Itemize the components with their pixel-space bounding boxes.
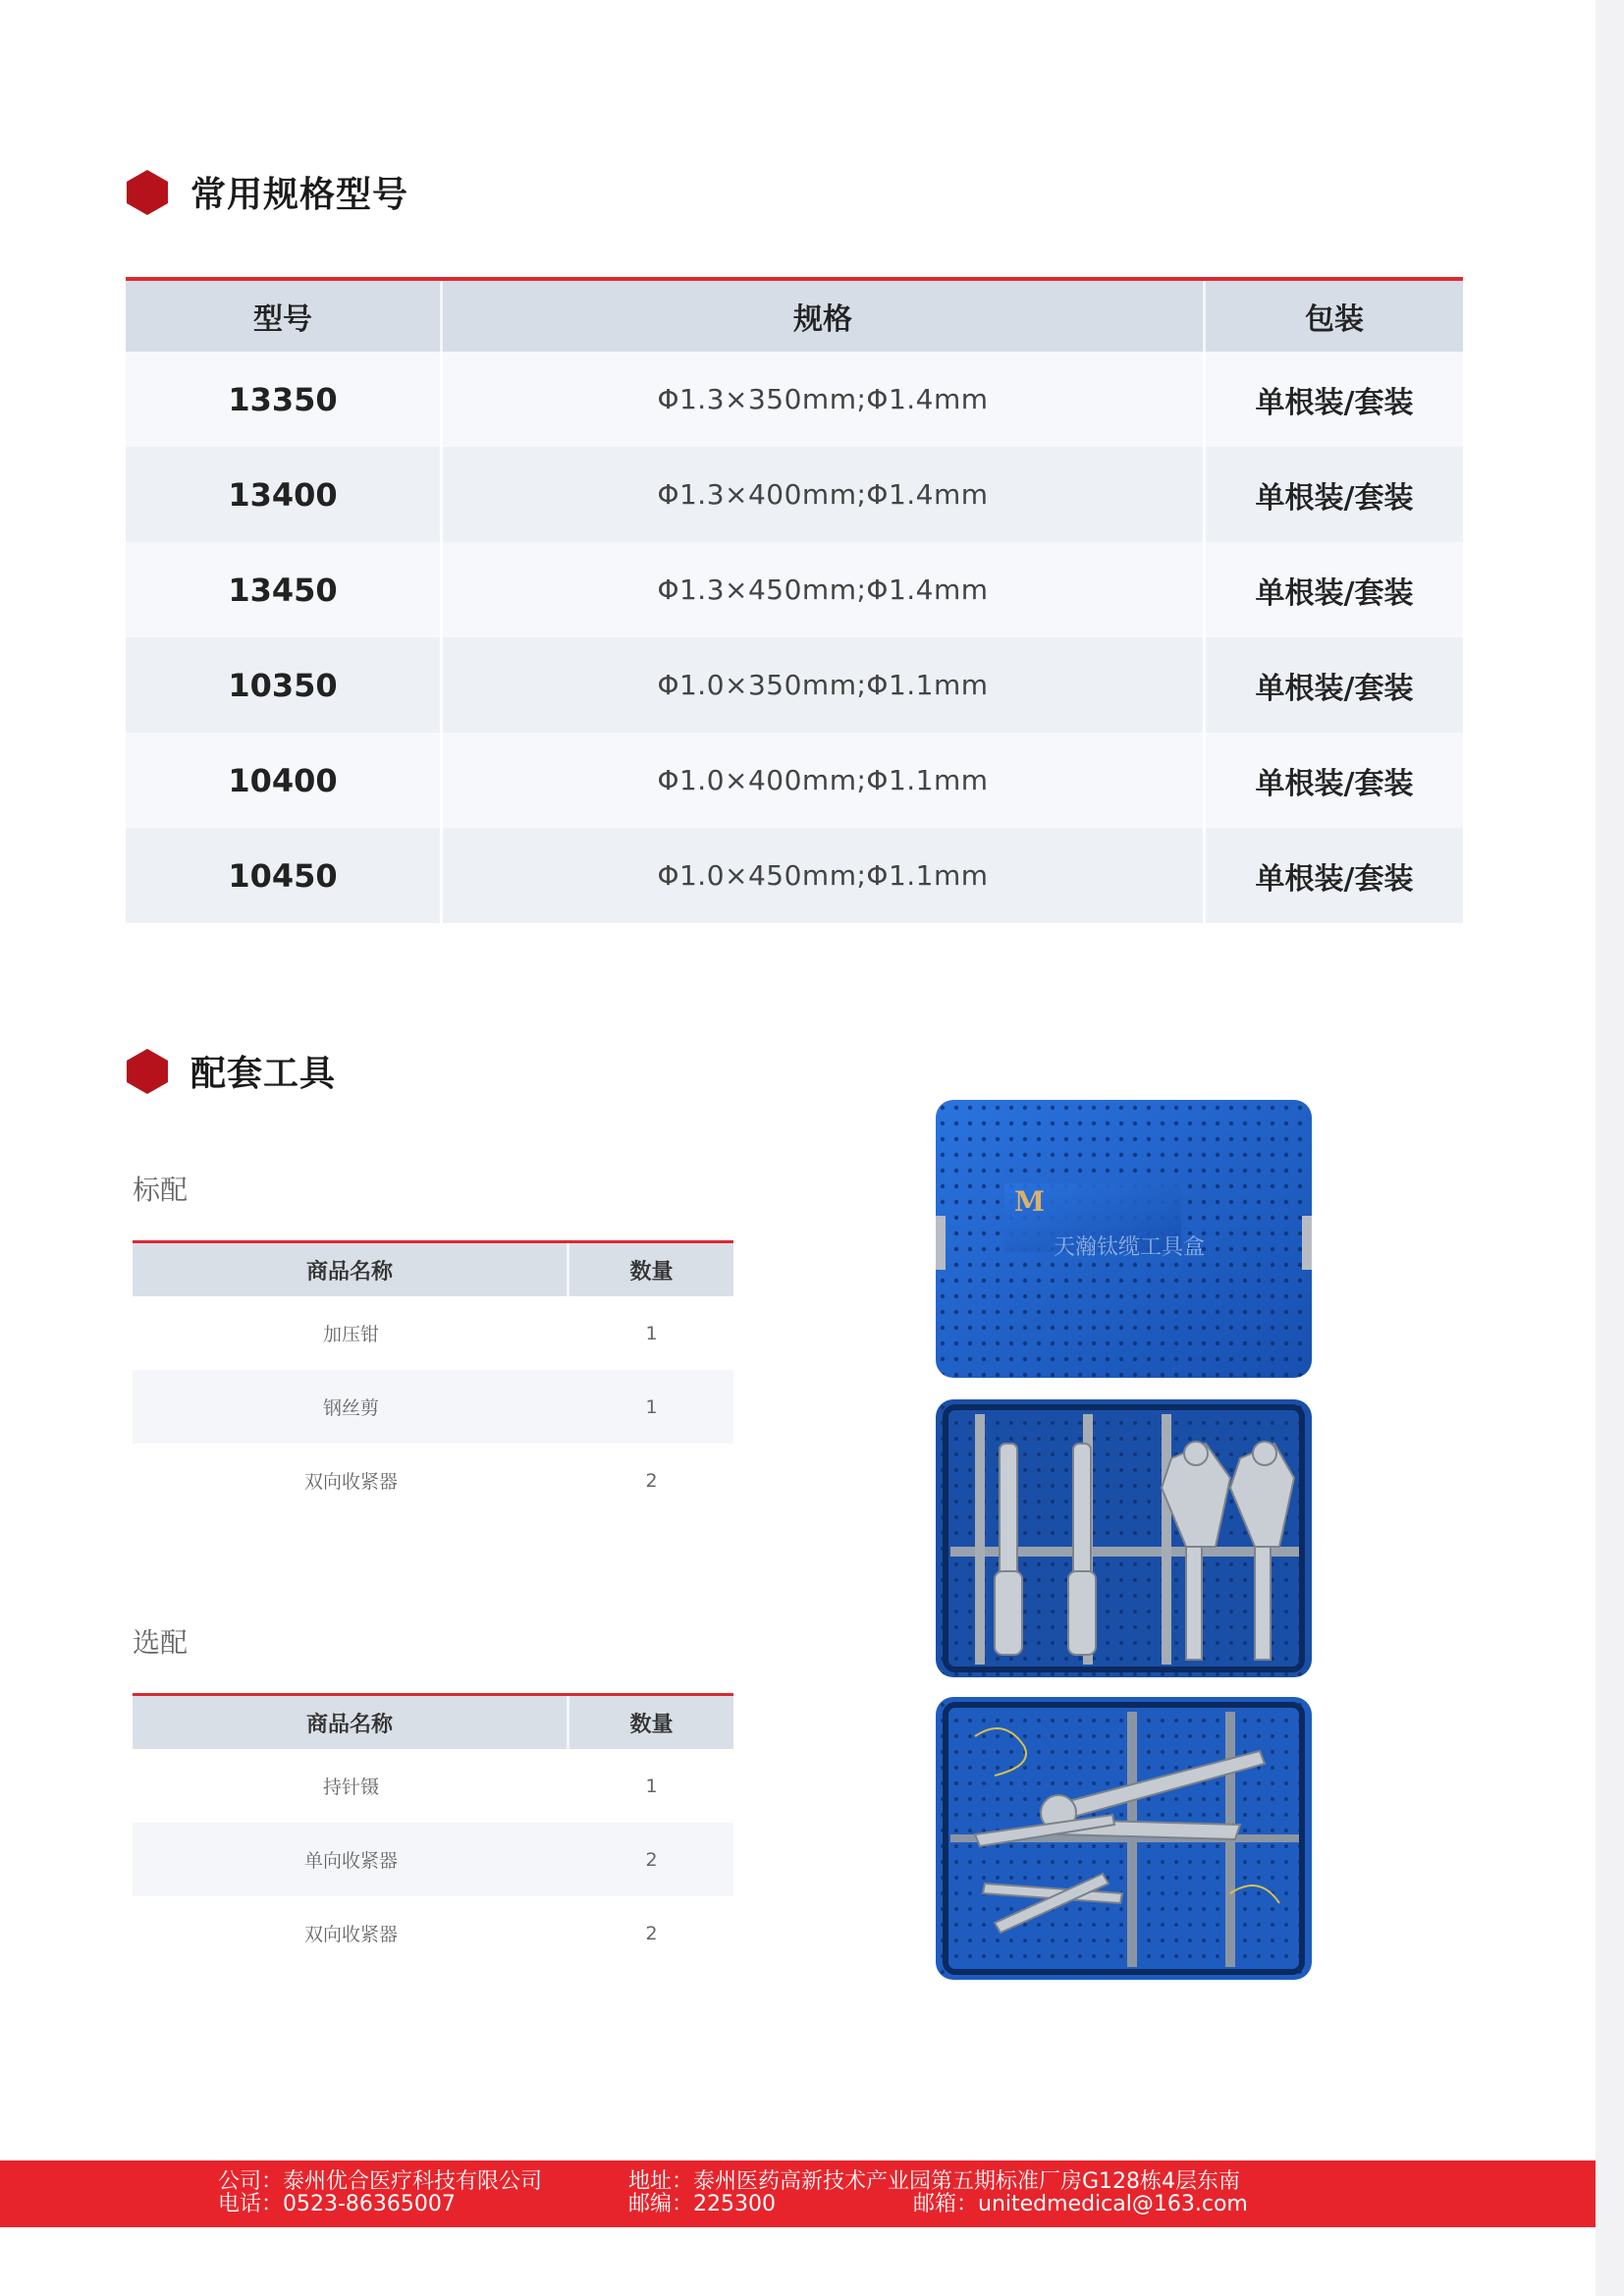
cell-package: 单根装/套装 xyxy=(1255,766,1414,801)
header-product-name: 商品名称 xyxy=(133,1243,569,1296)
table-row xyxy=(133,1823,733,1896)
table-row xyxy=(133,1444,733,1517)
cell-spec: Φ1.0×350mm;Φ1.1mm xyxy=(443,637,1206,733)
section-title-specs xyxy=(126,167,408,217)
footer-phone: 电话：0523-86365007 xyxy=(218,2192,456,2216)
tool-tray-photo xyxy=(936,1399,1312,1677)
cell-model: 10450 xyxy=(126,828,443,923)
cell-model: 13400 xyxy=(126,447,443,542)
table-row xyxy=(126,733,1463,828)
table-row xyxy=(133,1296,733,1370)
cell-package: 单根装/套装 xyxy=(1255,575,1414,611)
header-quantity: 数量 xyxy=(629,1712,674,1737)
header-product-name: 商品名称 xyxy=(133,1696,569,1749)
footer-postcode: 邮编：225300 xyxy=(628,2192,776,2216)
cell-product-name: 加压钳 xyxy=(322,1324,379,1345)
cell-product-name: 双向收紧器 xyxy=(303,1471,398,1493)
cell-spec: Φ1.3×400mm;Φ1.4mm xyxy=(443,447,1206,542)
cell-spec: Φ1.3×450mm;Φ1.4mm xyxy=(443,542,1206,637)
cell-package: 单根装/套装 xyxy=(1255,480,1414,516)
cell-model: 13350 xyxy=(126,352,443,447)
table-row xyxy=(126,542,1463,637)
header-model: 型号 xyxy=(126,281,443,352)
header-package: 包装 xyxy=(1305,302,1364,337)
page-edge-shadow xyxy=(1596,0,1624,2296)
cell-product-name: 持针镊 xyxy=(322,1777,379,1798)
cell-product-name: 单向收紧器 xyxy=(303,1850,398,1872)
cell-quantity: 1 xyxy=(645,1322,658,1344)
table-header xyxy=(133,1696,733,1749)
cell-quantity: 2 xyxy=(645,1469,658,1492)
footer-company: 公司：泰州优合医疗科技有限公司 xyxy=(218,2169,543,2194)
table-row xyxy=(126,447,1463,542)
section-title-tools xyxy=(126,1046,336,1096)
section-title-text: 配套工具 xyxy=(190,1054,337,1094)
standard-label: 标配 xyxy=(133,1174,189,1206)
footer-bar xyxy=(0,2160,1596,2227)
cell-model: 10400 xyxy=(126,733,443,828)
cell-model: 10350 xyxy=(126,637,443,733)
table-header xyxy=(126,281,1463,352)
optional-label: 选配 xyxy=(133,1626,189,1659)
tool-tray-instruments-photo xyxy=(936,1697,1312,1980)
cell-package: 单根装/套装 xyxy=(1255,861,1414,897)
cell-product-name: 钢丝剪 xyxy=(322,1397,379,1419)
standard-table xyxy=(133,1240,733,1517)
cell-quantity: 1 xyxy=(645,1775,658,1797)
header-quantity: 数量 xyxy=(629,1259,674,1285)
table-header xyxy=(133,1243,733,1296)
cell-quantity: 2 xyxy=(645,1848,658,1871)
hexagon-bullet-icon xyxy=(126,169,169,216)
cell-model: 13450 xyxy=(126,542,443,637)
header-spec: 规格 xyxy=(443,281,1206,352)
cell-product-name: 双向收紧器 xyxy=(303,1924,398,1945)
hexagon-bullet-icon xyxy=(126,1048,169,1095)
svg-text:M: M xyxy=(1014,1185,1045,1218)
cell-quantity: 2 xyxy=(645,1922,658,1944)
table-row xyxy=(126,828,1463,923)
cell-quantity: 1 xyxy=(645,1395,658,1418)
table-row xyxy=(126,637,1463,733)
table-row xyxy=(133,1370,733,1444)
table-row xyxy=(133,1896,733,1970)
cell-spec: Φ1.0×400mm;Φ1.1mm xyxy=(443,733,1206,828)
optional-table xyxy=(133,1693,733,1970)
section-title-text: 常用规格型号 xyxy=(190,175,409,215)
spec-table xyxy=(126,277,1463,923)
table-row xyxy=(126,352,1463,447)
tool-box-lid-photo xyxy=(936,1100,1312,1378)
footer-email: 邮箱：unitedmedical@163.com xyxy=(913,2192,1248,2216)
cell-spec: Φ1.0×450mm;Φ1.1mm xyxy=(443,828,1206,923)
cell-package: 单根装/套装 xyxy=(1255,671,1414,706)
cell-spec: Φ1.3×350mm;Φ1.4mm xyxy=(443,352,1206,447)
footer-address: 地址：泰州医药高新技术产业园第五期标准厂房G128栋4层东南 xyxy=(628,2169,1241,2194)
cell-package: 单根装/套装 xyxy=(1255,385,1414,420)
table-row xyxy=(133,1749,733,1823)
box-lid-label: 天瀚钛缆工具盒 xyxy=(1054,1235,1206,1260)
